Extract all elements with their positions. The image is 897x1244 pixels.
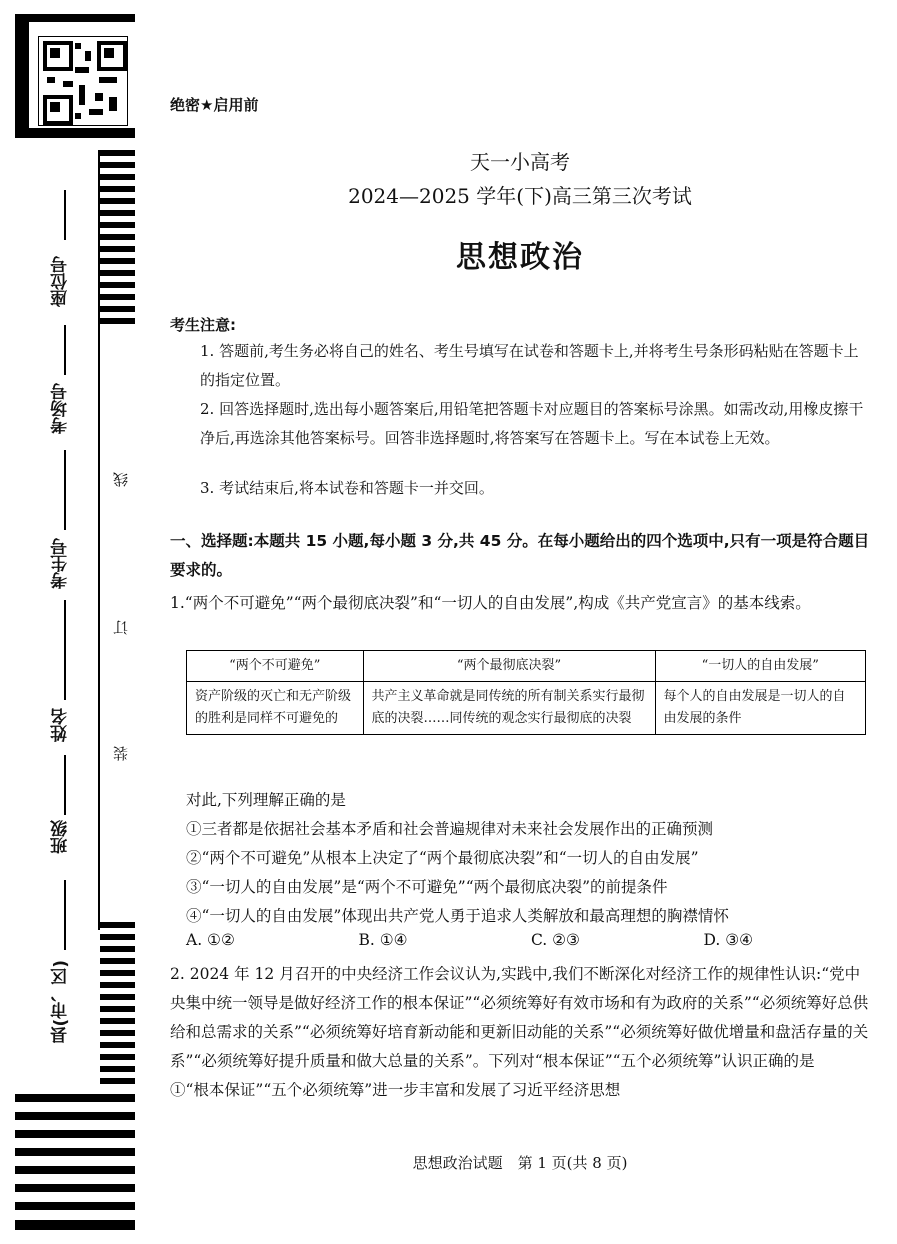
table-cell: 资产阶级的灭亡和无产阶级的胜利是同样不可避免的: [187, 682, 364, 735]
question-2-stem: 2. 2024 年 12 月召开的中央经济工作会议认为,实践中,我们不断深化对经济工作的规律性认识:“党中央集中统一领导是做好经济工作的根本保证”“必须统筹好有效市场和有为政府的关系”“必须统筹好总供给和总需求的关系”“必须统筹好培育新动能和更新旧动能的关系”“必须统筹好做优增量和盘活存量的关系”“必须统筹好提升质量和做大总量的关系”。下列对“根本保证”“五个必须统筹”认识正确的是: [170, 965, 869, 1070]
binding-mark-staple: 订: [112, 620, 130, 635]
page-footer: 思想政治试题 第 1 页(共 8 页): [412, 1154, 628, 1172]
option-b: B. ①④: [358, 931, 408, 949]
question-1-stem: 1.“两个不可避免”“两个最彻底决裂”和“一切人的自由发展”,构成《共产党宣言》的基本线索。: [170, 594, 811, 612]
question-2: [170, 960, 870, 1105]
question-1-options: [186, 931, 876, 949]
table-row: [187, 682, 866, 735]
org-title: 天一小高考: [470, 150, 570, 174]
name-label: 姓名: [51, 708, 71, 742]
section-heading: 一、选择题:本题共 15 小题,每小题 3 分,共 45 分。在每小题给出的四个选项中,只有一项是符合题目要求的。: [170, 532, 870, 579]
question-1-body: [186, 786, 876, 931]
option-c: C. ②③: [531, 931, 580, 949]
question-1-table: [186, 650, 866, 735]
notice-item-3: 3. 考试结束后,将本试卷和答题卡一并交回。: [200, 479, 494, 497]
qr-code: [38, 36, 128, 126]
table-header-row: [187, 651, 866, 682]
question-1-prompt: 对此,下列理解正确的是: [186, 791, 346, 809]
class-line: [64, 755, 66, 815]
statement: ④“一切人的自由发展”体现出共产党人勇于追求人类解放和最高理想的胸襟情怀: [186, 907, 729, 925]
county-label: 县(市、区): [51, 960, 71, 1044]
binding-mark-line: 线: [112, 472, 130, 487]
seat-number-label: 座位号: [51, 256, 71, 307]
option-a: A. ①②: [186, 931, 235, 949]
name-line: [64, 600, 66, 700]
statement: ③“一切人的自由发展”是“两个不可避免”“两个最彻底决裂”的前提条件: [186, 878, 668, 896]
binding-mark-bind: 装: [112, 746, 130, 761]
candidate-number-label: 考生号: [51, 538, 71, 589]
id-line: [64, 450, 66, 530]
statement: ①三者都是依据社会基本矛盾和社会普遍规律对未来社会发展作出的正确预测: [186, 820, 714, 838]
table-cell: 共产主义革命就是同传统的所有制关系实行最彻底的决裂……同传统的观念实行最彻底的决裂: [363, 682, 655, 735]
exam-room-label: 考场号: [51, 383, 71, 434]
table-header-cell: “两个最彻底决裂”: [363, 651, 655, 682]
room-line: [64, 325, 66, 375]
table-header-cell: “两个不可避免”: [187, 651, 364, 682]
notice-item-1: 1. 答题前,考生务必将自己的姓名、考生号填写在试卷和答题卡上,并将考生号条形码粘贴在答题卡上的指定位置。: [200, 342, 859, 389]
confidential-label: 绝密★启用前: [170, 96, 259, 114]
exam-title: 2024—2025 学年(下)高三第三次考试: [348, 184, 692, 208]
notice-item-2: 2. 回答选择题时,选出每小题答案后,用铅笔把答题卡对应题目的答案标号涂黑。如需改动,用橡皮擦干净后,再选涂其他答案标号。回答非选择题时,将答案写在答题卡上。写在本试卷上无效。: [200, 400, 864, 447]
table-header-cell: “一切人的自由发展”: [655, 651, 866, 682]
subject-title: 思想政治: [456, 240, 584, 275]
statement: ②“两个不可避免”从根本上决定了“两个最彻底决裂”和“一切人的自由发展”: [186, 849, 699, 867]
seat-line: [64, 190, 66, 240]
class-label: 班级: [51, 820, 71, 854]
option-d: D. ③④: [703, 931, 754, 949]
county-line: [64, 880, 66, 950]
table-cell: 每个人的自由发展是一切人的自由发展的条件: [655, 682, 866, 735]
statement: ①“根本保证”“五个必须统筹”进一步丰富和发展了习近平经济思想: [170, 1081, 621, 1099]
notice-heading: 考生注意:: [170, 316, 236, 334]
